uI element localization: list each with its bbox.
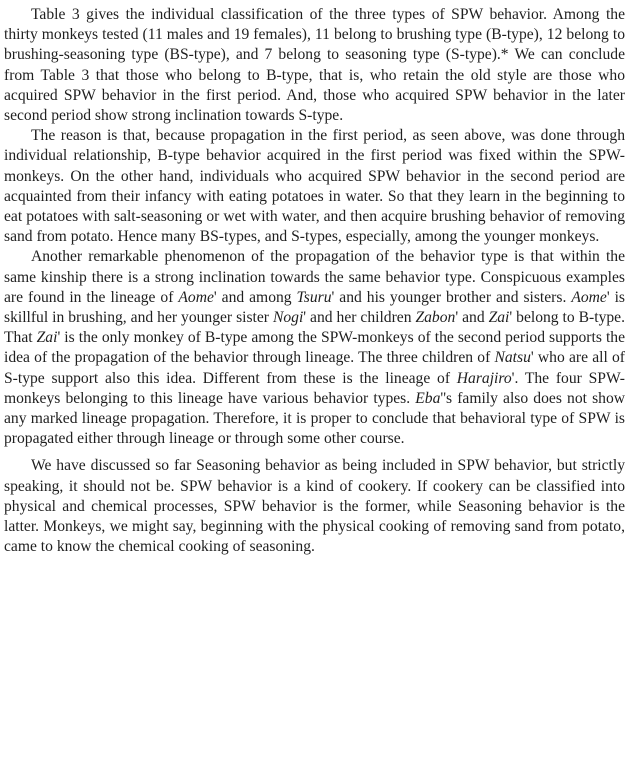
paragraph-seasoning <box>4 456 625 557</box>
text-segment: ''s family also does not show any marked lineage propagation. Therefore, it is proper to conclude that behavioral type of SPW is propagated either through lineage or through some other course. <box>4 389 625 448</box>
monkey-name: Natsu <box>494 349 531 367</box>
text-segment: ' and his younger brother and sisters. <box>331 288 572 306</box>
text-segment: '. The four SPW-monkeys belonging to this lineage have various behavior types. <box>4 369 625 407</box>
text-segment: We have discussed so far Seasoning behavior as being included in SPW behavior, but strictly speaking, it should not be. SPW behavior is a kind of cookery. If cookery can be classified into physical and chemical processes, SPW behavior is the former, while Seasoning behavior is the latter. Monkeys, we might say, beginning with the physical cooking of removing sand from potato, came to know the chemical cooking of seasoning. <box>4 457 625 556</box>
monkey-name: Aome <box>178 288 214 306</box>
text-segment: ' who are all of S-type support also this idea. Different from these is the lineage of <box>4 349 625 387</box>
text-segment: ' and <box>455 309 489 327</box>
monkey-name: Zabon <box>415 309 456 327</box>
monkey-name: Aome <box>571 288 607 306</box>
paragraph-reason <box>4 126 625 247</box>
text-segment: ' is skillful in brushing, and her younger sister <box>4 288 625 327</box>
monkey-name: Zai <box>36 329 58 347</box>
monkey-name: Zai <box>488 309 510 327</box>
monkey-name: Harajiro <box>456 369 512 387</box>
monkey-name: Tsuru <box>296 288 332 306</box>
paragraph-kinship <box>4 247 625 449</box>
text-segment: ' and her children <box>303 309 416 327</box>
monkey-name: Eba <box>415 389 441 407</box>
text-segment: ' and among <box>213 288 297 306</box>
text-segment: ' belong to B-type. That <box>4 309 625 347</box>
text-segment: ' is the only monkey of B-type among the SPW-monkeys of the second period supports the idea of the propagation of the behavior through lineage. The three children of <box>4 329 625 367</box>
paragraph-classification <box>4 5 625 126</box>
monkey-name: Nogi <box>272 309 304 327</box>
text-segment: Table 3 gives the individual classification of the three types of SPW behavior. Among the thirty monkeys tested (11 males and 19 females), 11 belong to brushing type (B-type), 12 belong to brushing-seasoning type (BS-type), and 7 belong to seasoning type (S-type).* We can conclude from Table 3 that those who belong to B-type, that is, who retain the old style are those who acquired SPW behavior in the first period. And, those who acquired SPW behavior in the later second period show strong inclination towards S-type. <box>4 6 625 125</box>
text-segment: Another remarkable phenomenon of the propagation of the behavior type is that within the same kinship there is a strong inclination towards the same behavior type. Conspicuous examples are found in the lineage of <box>4 248 625 306</box>
text-segment: The reason is that, because propagation in the first period, as seen above, was done through individual relationship, B-type behavior acquired in the first period was fixed within the SPW-monkeys. On the other hand, individuals who acquired SPW behavior in the second period are acquainted from their infancy with eating potatoes in water. So that they learn in the beginning to eat potatoes with salt-seasoning or wet with water, and then acquire brushing behavior of removing sand from potato. Hence many BS-types, and S-types, especially, among the younger monkeys. <box>4 127 625 246</box>
